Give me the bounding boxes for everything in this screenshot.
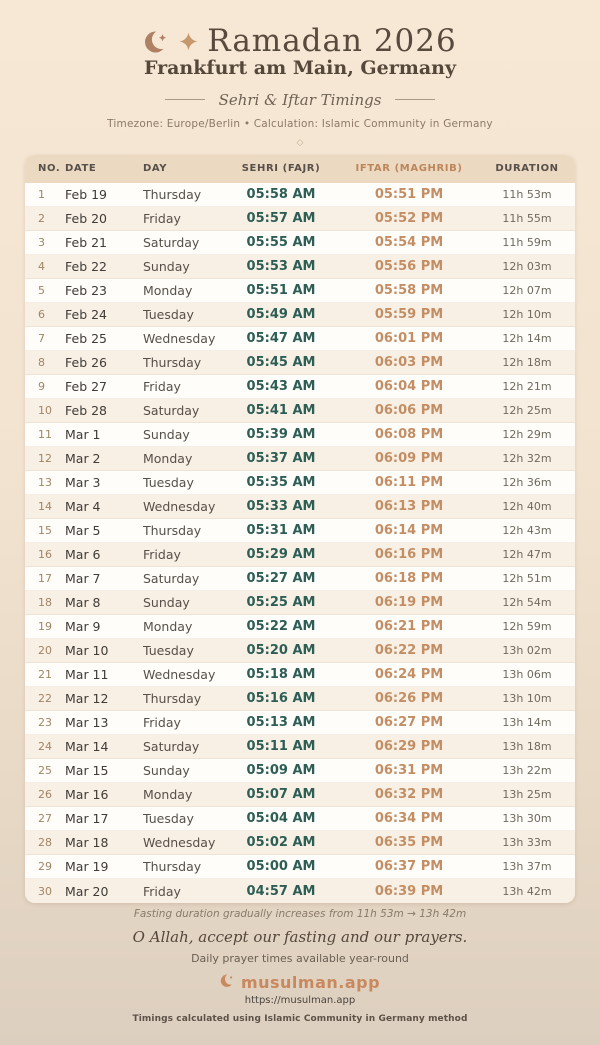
duration-value: 12h 18m	[479, 351, 575, 375]
duration-value: 11h 55m	[479, 207, 575, 231]
crescent-star-icon	[143, 28, 170, 55]
timezone-calculation-info: Timezone: Europe/Berlin • Calculation: Islamic Community in Germany	[107, 117, 493, 130]
duration-value: 11h 59m	[479, 231, 575, 255]
table-row	[25, 255, 575, 279]
row-day: Saturday	[143, 567, 223, 591]
row-day: Saturday	[143, 231, 223, 255]
sehri-time: 05:00 AM	[223, 855, 339, 879]
section-label: Sehri & Iftar Timings	[218, 90, 382, 109]
row-number: 8	[25, 351, 65, 375]
iftar-time: 06:01 PM	[339, 327, 479, 351]
duration-value: 13h 06m	[479, 663, 575, 687]
iftar-time: 06:16 PM	[339, 543, 479, 567]
column-header-no: NO.	[25, 155, 65, 183]
row-day: Thursday	[143, 855, 223, 879]
row-day: Saturday	[143, 399, 223, 423]
row-date: Feb 28	[65, 399, 143, 423]
table-row	[25, 543, 575, 567]
column-header-day: DAY	[143, 155, 223, 183]
row-day: Wednesday	[143, 327, 223, 351]
row-number: 6	[25, 303, 65, 327]
table-row	[25, 735, 575, 759]
iftar-time: 06:32 PM	[339, 783, 479, 807]
row-day: Thursday	[143, 519, 223, 543]
duration-value: 13h 22m	[479, 759, 575, 783]
row-number: 30	[25, 879, 65, 903]
row-date: Mar 18	[65, 831, 143, 855]
duration-value: 13h 18m	[479, 735, 575, 759]
duration-value: 13h 30m	[479, 807, 575, 831]
section-divider	[0, 91, 600, 109]
sehri-time: 05:09 AM	[223, 759, 339, 783]
sehri-time: 05:47 AM	[223, 327, 339, 351]
row-day: Monday	[143, 615, 223, 639]
table-row	[25, 879, 575, 903]
row-day: Wednesday	[143, 831, 223, 855]
table-body	[25, 183, 575, 903]
duration-value: 13h 37m	[479, 855, 575, 879]
row-day: Sunday	[143, 759, 223, 783]
row-day: Monday	[143, 279, 223, 303]
sehri-time: 05:07 AM	[223, 783, 339, 807]
row-date: Mar 3	[65, 471, 143, 495]
table-row	[25, 639, 575, 663]
duration-value: 13h 25m	[479, 783, 575, 807]
duration-value: 12h 54m	[479, 591, 575, 615]
duration-value: 12h 29m	[479, 423, 575, 447]
row-number: 5	[25, 279, 65, 303]
row-date: Feb 23	[65, 279, 143, 303]
header	[0, 0, 600, 148]
row-date: Mar 17	[65, 807, 143, 831]
column-header-date: DATE	[65, 155, 143, 183]
duration-value: 13h 10m	[479, 687, 575, 711]
row-day: Thursday	[143, 351, 223, 375]
table-header	[25, 155, 575, 183]
duration-value: 12h 32m	[479, 447, 575, 471]
table-row	[25, 687, 575, 711]
row-number: 23	[25, 711, 65, 735]
table-row	[25, 471, 575, 495]
iftar-time: 06:21 PM	[339, 615, 479, 639]
sehri-time: 05:35 AM	[223, 471, 339, 495]
row-day: Thursday	[143, 687, 223, 711]
sehri-time: 05:04 AM	[223, 807, 339, 831]
iftar-time: 06:11 PM	[339, 471, 479, 495]
row-number: 7	[25, 327, 65, 351]
row-day: Monday	[143, 783, 223, 807]
row-day: Thursday	[143, 187, 202, 203]
column-header-iftar: IFTAR (MAGHRIB)	[339, 155, 479, 183]
row-date: Feb 24	[65, 303, 143, 327]
row-number: 27	[25, 807, 65, 831]
iftar-time: 06:31 PM	[339, 759, 479, 783]
iftar-time: 05:58 PM	[339, 279, 479, 303]
row-day: Tuesday	[143, 639, 223, 663]
sehri-time: 05:22 AM	[223, 615, 339, 639]
brand-crescent-icon	[220, 973, 235, 992]
duration-value: 12h 25m	[479, 399, 575, 423]
table-row	[25, 783, 575, 807]
row-date: Mar 13	[65, 711, 143, 735]
sehri-time: 04:57 AM	[223, 879, 339, 903]
row-date: Feb 22	[65, 255, 143, 279]
duration-value: 12h 59m	[479, 615, 575, 639]
table-row	[25, 519, 575, 543]
iftar-time: 05:54 PM	[339, 231, 479, 255]
sehri-time: 05:39 AM	[223, 423, 339, 447]
row-day: Wednesday	[143, 663, 223, 687]
table-row	[25, 399, 575, 423]
row-day: Sunday	[143, 591, 223, 615]
duration-value: 13h 33m	[479, 831, 575, 855]
table-row	[25, 759, 575, 783]
row-date: Mar 5	[65, 519, 143, 543]
brand-logo[interactable]	[0, 973, 600, 992]
row-number: 4	[25, 255, 65, 279]
iftar-time: 06:26 PM	[339, 687, 479, 711]
row-number: 15	[25, 519, 65, 543]
row-day: Sunday	[143, 255, 223, 279]
iftar-time: 06:35 PM	[339, 831, 479, 855]
row-number: 18	[25, 591, 65, 615]
duration-value: 12h 51m	[479, 567, 575, 591]
table-row	[25, 711, 575, 735]
row-date: Mar 20	[65, 879, 143, 903]
dua-text: O Allah, accept our fasting and our prayers.	[132, 927, 468, 946]
row-number: 29	[25, 855, 65, 879]
row-date: Mar 9	[65, 615, 143, 639]
duration-trend-note: Fasting duration gradually increases from 11h 53m → 13h 42m	[133, 907, 467, 920]
sehri-time: 05:53 AM	[223, 255, 339, 279]
row-number: 26	[25, 783, 65, 807]
row-number: 9	[25, 375, 65, 399]
sehri-time: 05:45 AM	[223, 351, 339, 375]
column-header-sehri: SEHRI (FAJR)	[223, 155, 339, 183]
row-day: Friday	[143, 375, 223, 399]
table-row	[25, 327, 575, 351]
row-date: Mar 7	[65, 567, 143, 591]
sparkle-icon	[179, 32, 198, 51]
column-header-duration: DURATION	[479, 155, 575, 183]
location-subtitle: Frankfurt am Main, Germany	[143, 57, 457, 79]
row-day: Tuesday	[143, 807, 223, 831]
sehri-time: 05:16 AM	[223, 687, 339, 711]
row-number: 19	[25, 615, 65, 639]
iftar-time: 06:34 PM	[339, 807, 479, 831]
table-row	[25, 183, 575, 207]
row-day: Monday	[143, 447, 223, 471]
iftar-time: 06:06 PM	[339, 399, 479, 423]
sehri-time: 05:57 AM	[223, 207, 339, 231]
table-row	[25, 231, 575, 255]
row-number: 10	[25, 399, 65, 423]
sehri-time: 05:43 AM	[223, 375, 339, 399]
footer	[0, 908, 600, 1024]
table-row	[25, 831, 575, 855]
sehri-time: 05:13 AM	[223, 711, 339, 735]
row-date: Mar 1	[65, 423, 143, 447]
row-number: 16	[25, 543, 65, 567]
iftar-time: 06:29 PM	[339, 735, 479, 759]
table-row	[25, 423, 575, 447]
table-row	[25, 663, 575, 687]
row-number: 2	[25, 207, 65, 231]
duration-value: 12h 03m	[479, 255, 575, 279]
duration-value: 12h 10m	[479, 303, 575, 327]
row-number: 25	[25, 759, 65, 783]
table-row	[25, 855, 575, 879]
divider-line-right	[395, 99, 435, 100]
row-date: Mar 12	[65, 687, 143, 711]
row-date: Mar 8	[65, 591, 143, 615]
divider-line-left	[165, 99, 205, 100]
row-date: Feb 26	[65, 351, 143, 375]
page-title: Ramadan 2026	[207, 23, 457, 59]
sehri-time: 05:55 AM	[223, 231, 339, 255]
duration-value: 12h 40m	[479, 495, 575, 519]
sehri-time: 05:41 AM	[223, 399, 339, 423]
duration-value: 13h 14m	[479, 711, 575, 735]
iftar-time: 06:14 PM	[339, 519, 479, 543]
iftar-time: 06:22 PM	[339, 639, 479, 663]
row-date: Feb 21	[65, 231, 143, 255]
iftar-time: 05:52 PM	[339, 207, 479, 231]
calculation-method-note: Timings calculated using Islamic Community in Germany method	[132, 1013, 468, 1024]
table-row	[25, 279, 575, 303]
sehri-time: 05:31 AM	[223, 519, 339, 543]
duration-value: 12h 47m	[479, 543, 575, 567]
sehri-time: 05:58 AM	[246, 187, 316, 203]
row-number: 21	[25, 663, 65, 687]
row-date: Mar 14	[65, 735, 143, 759]
table-row	[25, 351, 575, 375]
row-day: Friday	[143, 711, 223, 735]
iftar-time: 05:59 PM	[339, 303, 479, 327]
row-date: Feb 20	[65, 207, 143, 231]
duration-value: 13h 42m	[479, 879, 575, 903]
sehri-time: 05:02 AM	[223, 831, 339, 855]
table-row	[25, 591, 575, 615]
iftar-time: 06:19 PM	[339, 591, 479, 615]
availability-note: Daily prayer times available year-round	[191, 951, 409, 965]
row-day: Wednesday	[143, 495, 223, 519]
row-date: Feb 27	[65, 375, 143, 399]
row-number: 3	[25, 231, 65, 255]
table-row	[25, 375, 575, 399]
sehri-time: 05:33 AM	[223, 495, 339, 519]
iftar-time: 06:03 PM	[339, 351, 479, 375]
row-date: Mar 11	[65, 663, 143, 687]
iftar-time: 06:18 PM	[339, 567, 479, 591]
sehri-time: 05:25 AM	[223, 591, 339, 615]
iftar-time: 06:08 PM	[339, 423, 479, 447]
row-day: Sunday	[143, 423, 223, 447]
title-row	[0, 23, 600, 59]
row-number: 12	[25, 447, 65, 471]
row-date: Mar 15	[65, 759, 143, 783]
sehri-time: 05:49 AM	[223, 303, 339, 327]
row-number: 17	[25, 567, 65, 591]
duration-value: 11h 53m	[502, 188, 552, 202]
sehri-time: 05:51 AM	[223, 279, 339, 303]
table-row	[25, 207, 575, 231]
row-date: Feb 19	[65, 187, 108, 203]
duration-value: 12h 43m	[479, 519, 575, 543]
row-date: Mar 19	[65, 855, 143, 879]
row-number: 28	[25, 831, 65, 855]
row-number: 14	[25, 495, 65, 519]
row-number: 24	[25, 735, 65, 759]
table-row	[25, 807, 575, 831]
row-date: Mar 16	[65, 783, 143, 807]
diamond-ornament-icon: ◇	[296, 137, 304, 148]
row-date: Feb 25	[65, 327, 143, 351]
row-date: Mar 4	[65, 495, 143, 519]
row-day: Tuesday	[143, 471, 223, 495]
duration-value: 12h 36m	[479, 471, 575, 495]
brand-name: musulman.app	[240, 972, 381, 992]
row-number: 11	[25, 423, 65, 447]
prayer-times-table	[25, 155, 575, 903]
iftar-time: 05:56 PM	[339, 255, 479, 279]
sehri-time: 05:20 AM	[223, 639, 339, 663]
row-number: 13	[25, 471, 65, 495]
sehri-time: 05:27 AM	[223, 567, 339, 591]
row-number: 1	[38, 188, 45, 202]
duration-value: 12h 14m	[479, 327, 575, 351]
row-day: Tuesday	[143, 303, 223, 327]
row-date: Mar 10	[65, 639, 143, 663]
iftar-time: 06:24 PM	[339, 663, 479, 687]
table-row	[25, 567, 575, 591]
table-row	[25, 495, 575, 519]
row-number: 22	[25, 687, 65, 711]
row-day: Friday	[143, 207, 223, 231]
row-day: Friday	[143, 879, 223, 903]
sehri-time: 05:29 AM	[223, 543, 339, 567]
iftar-time: 06:04 PM	[339, 375, 479, 399]
row-day: Saturday	[143, 735, 223, 759]
duration-value: 13h 02m	[479, 639, 575, 663]
duration-value: 12h 21m	[479, 375, 575, 399]
brand-url-link[interactable]: https://musulman.app	[244, 994, 356, 1006]
row-date: Mar 6	[65, 543, 143, 567]
table-row	[25, 447, 575, 471]
iftar-time: 06:09 PM	[339, 447, 479, 471]
duration-value: 12h 07m	[479, 279, 575, 303]
row-date: Mar 2	[65, 447, 143, 471]
table-row	[25, 615, 575, 639]
sehri-time: 05:11 AM	[223, 735, 339, 759]
timetable-card	[25, 155, 575, 903]
iftar-time: 06:27 PM	[339, 711, 479, 735]
sehri-time: 05:18 AM	[223, 663, 339, 687]
row-day: Friday	[143, 543, 223, 567]
iftar-time: 05:51 PM	[374, 187, 444, 203]
iftar-time: 06:13 PM	[339, 495, 479, 519]
iftar-time: 06:39 PM	[339, 879, 479, 903]
sehri-time: 05:37 AM	[223, 447, 339, 471]
row-number: 20	[25, 639, 65, 663]
table-row	[25, 303, 575, 327]
iftar-time: 06:37 PM	[339, 855, 479, 879]
